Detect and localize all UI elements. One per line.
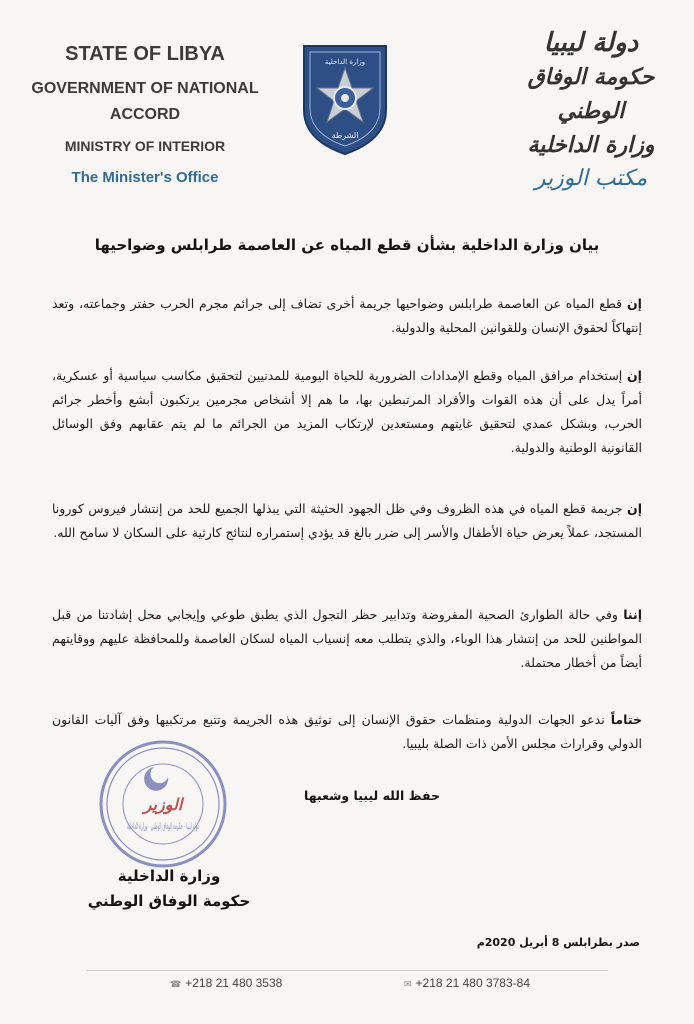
phone-number-1-text: +218 21 480 3538 bbox=[185, 976, 283, 990]
paragraph-text: ندعو الجهات الدولية ومنظمات حقوق الإنسان إلى توثيق هذه الجريمة وتتبع مرتكبيها وفق آليات القانون الدولي وقرارات مجلس الأمن ذات الصلة بليبيا. bbox=[52, 712, 642, 751]
header-english bbox=[14, 40, 276, 190]
paragraph-lead: ختاماً bbox=[610, 712, 642, 727]
paragraph-lead: إن bbox=[627, 368, 642, 383]
phone-number-2-text: +218 21 480 3783-84 bbox=[415, 976, 530, 990]
state-name: STATE OF LIBYA bbox=[65, 43, 225, 65]
paragraph-lead: إن bbox=[627, 296, 642, 311]
stamp-center-text: الوزير bbox=[143, 795, 183, 814]
footer-divider bbox=[86, 970, 608, 971]
issue-date: صدر بطرابلس 8 أبريل 2020م bbox=[476, 936, 640, 949]
emblem-top-text: وزارة الداخلية bbox=[324, 58, 366, 66]
phone-number-1 bbox=[170, 975, 282, 992]
state-name-ar: دولة ليبيا bbox=[543, 28, 639, 58]
paragraph-lead: إن bbox=[627, 501, 642, 516]
paragraph-2 bbox=[52, 364, 642, 460]
official-stamp-icon bbox=[96, 737, 230, 871]
emblem-label: الشرطة bbox=[331, 131, 359, 140]
phone-number-2 bbox=[404, 975, 530, 992]
signature-government: حكومة الوفاق الوطني bbox=[87, 892, 251, 910]
stamp-ring-text: دولة ليبيا - حكومة الوفاق الوطني - وزارة الداخلية bbox=[127, 822, 199, 832]
signature-block bbox=[84, 864, 254, 914]
ministry-name-ar: وزارة الداخلية bbox=[527, 132, 655, 158]
paragraph-4 bbox=[52, 603, 642, 675]
footer-contacts bbox=[170, 975, 530, 992]
office-name: The Minister's Office bbox=[71, 169, 219, 186]
fax-icon: ✉ bbox=[404, 979, 412, 989]
ministry-emblem-icon bbox=[296, 40, 394, 156]
paragraph-text: وفي حالة الطوارئ الصحية المفروضة وتدابير حظر التجول الذي يطبق طوعي وإيجابي محل إشادتنا من قبل المواطنين للحد من إنتشار هذا الوباء، والذي يتطلب معه إنسياب المياه لسكان العاصمة وللمحافظة عليهم ووقايتهم أيضاً من أخطار محتملة. bbox=[52, 607, 642, 670]
government-name-ar: حكومة الوفاق الوطني bbox=[527, 64, 655, 124]
paragraph-text: قطع المياه عن العاصمة طرابلس وضواحيها جريمة أخرى تضاف إلى جرائم مجرم الحرب حفتر وجماعته، وتعد إنتهاكاً لحقوق الإنسان وللقوانين المحلية والدولية. bbox=[52, 296, 642, 335]
paragraph-text: جريمة قطع المياه في هذه الظروف وفي ظل الجهود الحثيثة التي يبذلها الجميع للحد من إنتشار فيروس كورونا المستجد، عملاً يعرض حياة الأطفال والأسر إلى ضرر بالغ قد يؤدي إستمراره لنتائج كارثية على السكان لا سامح الله. bbox=[52, 501, 642, 540]
paragraph-1 bbox=[52, 292, 642, 340]
paragraph-3 bbox=[52, 497, 642, 545]
signature-ministry: وزارة الداخلية bbox=[117, 867, 221, 885]
office-name-ar: مكتب الوزير bbox=[534, 166, 648, 191]
paragraph-lead: إننا bbox=[623, 607, 642, 622]
government-name: GOVERNMENT OF NATIONAL ACCORD bbox=[31, 80, 259, 123]
closing-line: حفظ الله ليبيا وشعبها bbox=[304, 788, 440, 803]
header-arabic bbox=[506, 26, 676, 196]
ministry-name: MINISTRY OF INTERIOR bbox=[64, 138, 226, 154]
statement-title: بيان وزارة الداخلية بشأن قطع المياه عن العاصمة طرابلس وضواحيها bbox=[94, 236, 600, 254]
paragraph-text: إستخدام مرافق المياه وقطع الإمدادات الضرورية للحياة اليومية للمدنيين لتحقيق مكاسب سياسية أو عسكرية، أمراً يدل على أن هذه القوات والأفراد المرتبطين بها، ما هم إلا أشخاص مجرمين يرتكبون أبشع وأخطر جرائم الحرب، وبشكل عمدي لتحقيق غايتهم ومستعدين لإرتكاب المزيد من الجرائم ما لم يتم عقابهم وفق الوسائل القانونية الوطنية والدولية. bbox=[52, 368, 642, 455]
phone-icon: ☎ bbox=[170, 979, 182, 989]
